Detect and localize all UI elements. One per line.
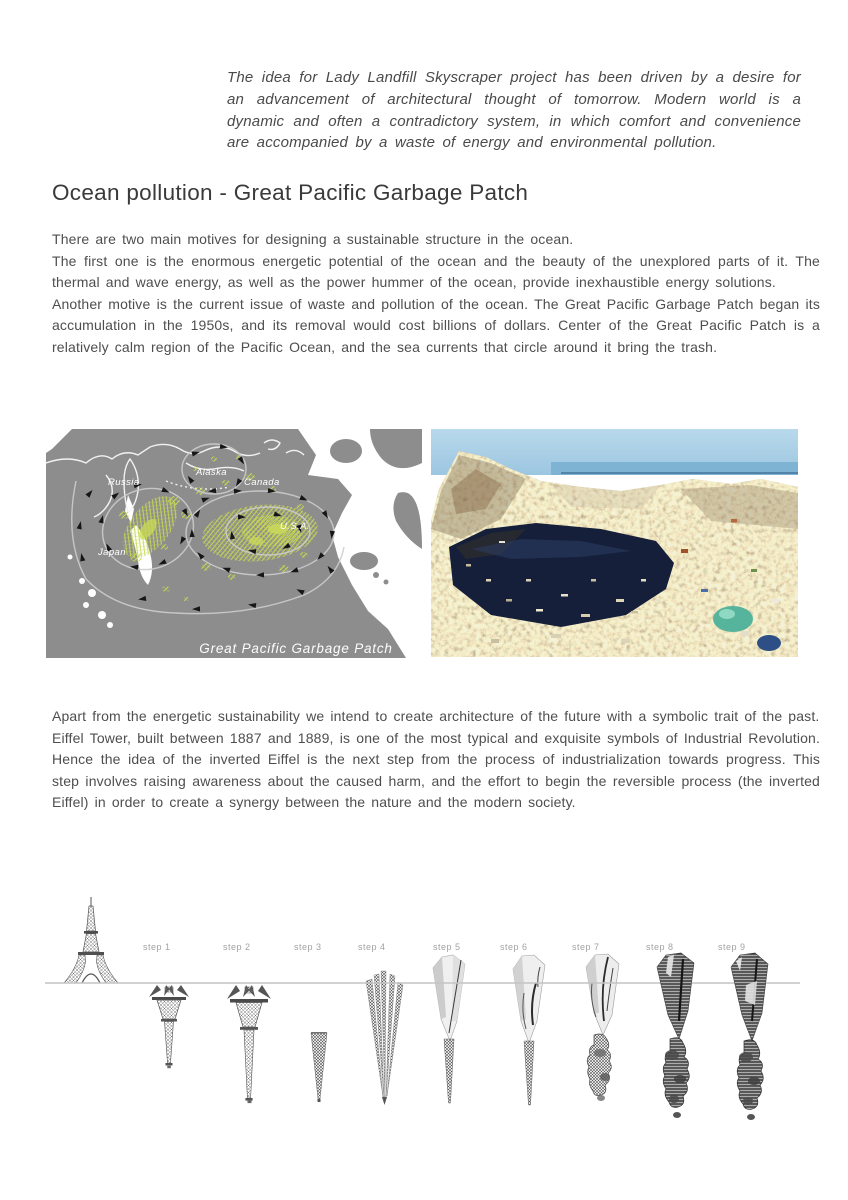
step-label-3: step 3 (294, 942, 322, 952)
garbage-patch-photo (431, 429, 798, 657)
step-label-9: step 9 (718, 942, 746, 952)
tower-step-3 (311, 1032, 327, 1102)
map-caption: Great Pacific Garbage Patch (199, 641, 393, 656)
tower-step-1 (149, 985, 189, 1068)
pacific-garbage-map-figure (46, 429, 422, 658)
intro-paragraph: The idea for Lady Landfill Skyscraper project has been driven by a desire for an advancement of architectural thought of tomorrow. Modern world is a dynamic and often a contradictory system, in which comfort and convenience are accompanied by a waste of energy and environmental pollution. (227, 69, 801, 152)
step-labels (143, 942, 746, 952)
tower-step-9 (731, 953, 768, 1120)
tower-step-6 (513, 955, 545, 1105)
eiffel-tower-upright (64, 897, 118, 983)
map-label-usa: U.S.A. (280, 521, 310, 532)
tower-step-5 (433, 955, 465, 1103)
tower-step-4 (366, 971, 403, 1105)
section2-body (52, 706, 820, 814)
body-paragraph: There are two main motives for designing a sustainable structure in the ocean. (52, 231, 574, 247)
body-paragraph: Another motive is the current issue of waste and pollution of the ocean. The Great Pacific Garbage Patch began its accumulation in the 1950s, and its removal would cost billions of dollars. Center of the Great Pacific Patch is a relatively calm region of the Pacific Ocean, and the sea currents that circle around it bring the trash. (52, 295, 820, 355)
map-label-russia: Russia (108, 477, 140, 488)
step-label-8: step 8 (646, 942, 674, 952)
step-label-1: step 1 (143, 942, 171, 952)
map-label-canada: Canada (244, 477, 280, 488)
map-label-japan: Japan (98, 547, 126, 558)
tower-step-7 (586, 954, 619, 1101)
step-label-7: step 7 (572, 942, 600, 952)
step-label-5: step 5 (433, 942, 461, 952)
body-paragraph: The first one is the enormous energetic potential of the ocean and the beauty of the unexplored parts of it. The thermal and wave energy, as well as the power hummer of the ocean, provide inexhaustible energy solutions. (52, 252, 820, 290)
step-label-2: step 2 (223, 942, 251, 952)
inverted-eiffel-step-diagram (0, 893, 848, 1125)
section1-body (52, 229, 820, 358)
tower-step-2 (227, 985, 271, 1103)
step-label-6: step 6 (500, 942, 528, 952)
body-paragraph: Apart from the energetic sustainability we intend to create architecture of the future with a symbolic trait of the past. (52, 708, 820, 724)
step-label-4: step 4 (358, 942, 386, 952)
map-label-alaska: Alaska (196, 467, 227, 478)
body-paragraph: Eiffel Tower, built between 1887 and 1889, is one of the most typical and exquisite symbols of Industrial Revolution. Hence the idea of the inverted Eiffel is the next step from the process of industrialization towards progress. This step involves raising awareness about the caused harm, and the effort to begin the reversible process (the inverted Eiffel) in order to create a synergy between the nature and the modern society. (52, 729, 820, 810)
page-title: Ocean pollution - Great Pacific Garbage Patch (52, 180, 529, 205)
teal-plastic-bag (713, 606, 753, 632)
tower-step-8 (657, 953, 694, 1118)
